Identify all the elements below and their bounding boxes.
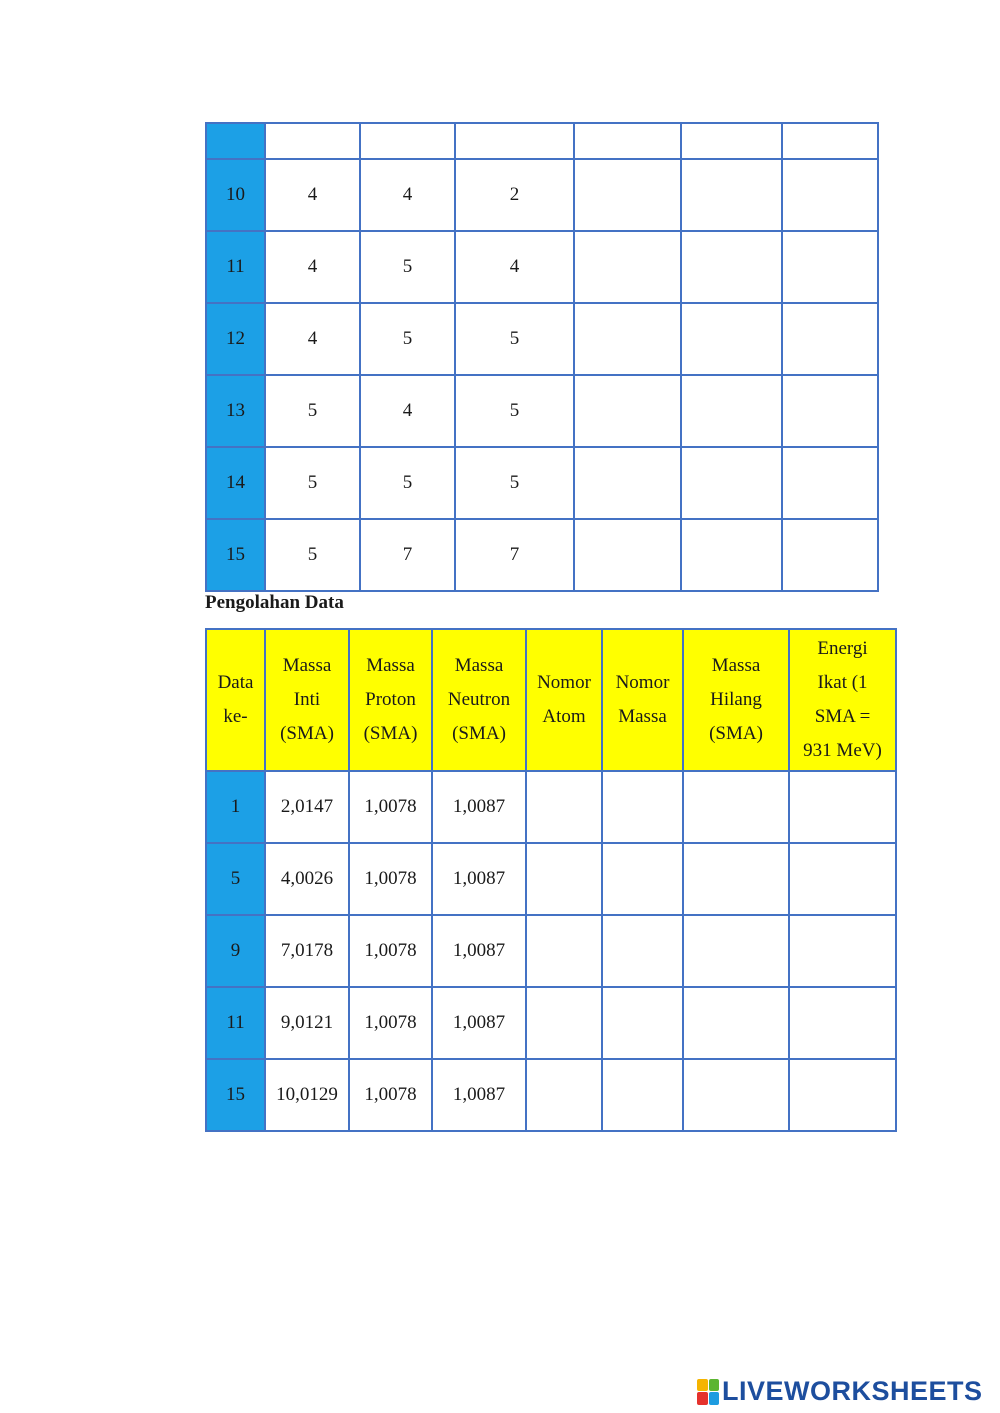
table-cell[interactable] [681, 447, 782, 519]
table-cell: 1,0078 [349, 915, 432, 987]
table-cell: 1,0087 [432, 915, 526, 987]
column-header [265, 629, 349, 771]
table-cell[interactable] [526, 771, 602, 843]
table-cell[interactable] [681, 519, 782, 591]
table-cell[interactable] [681, 303, 782, 375]
row-index-cell: 15 [206, 1059, 265, 1131]
table-row [206, 519, 878, 591]
table-cell[interactable] [681, 123, 782, 159]
header-row [206, 629, 896, 771]
table-cell: 5 [455, 375, 574, 447]
table-cell: 7 [455, 519, 574, 591]
table-cell[interactable] [602, 1059, 683, 1131]
header-line: Energi [817, 638, 868, 659]
header-line: Inti [293, 689, 321, 710]
table-cell: 1,0078 [349, 843, 432, 915]
column-header [683, 629, 789, 771]
table-row [206, 123, 878, 159]
data-table-top [205, 122, 879, 592]
table-cell[interactable] [683, 915, 789, 987]
table-cell: 4 [455, 231, 574, 303]
table-cell[interactable] [681, 159, 782, 231]
table-cell: 1,0078 [349, 987, 432, 1059]
table-cell: 9,0121 [265, 987, 349, 1059]
row-index-cell: 11 [206, 987, 265, 1059]
table-cell[interactable] [574, 159, 681, 231]
table-cell[interactable] [681, 231, 782, 303]
data-processing-table [205, 628, 897, 1132]
logo-text: LIVEWORKSHEETS [722, 1376, 983, 1406]
column-header [789, 629, 896, 771]
table-row [206, 1059, 896, 1131]
table-row [206, 159, 878, 231]
header-line: Massa [366, 655, 415, 676]
table-cell: 5 [455, 303, 574, 375]
header-line: (SMA) [280, 723, 334, 744]
table-row [206, 843, 896, 915]
table-cell[interactable] [574, 123, 681, 159]
table-cell[interactable] [574, 519, 681, 591]
header-line: Proton [365, 689, 416, 710]
table-row [206, 231, 878, 303]
header-line: (SMA) [709, 723, 763, 744]
section-heading: Pengolahan Data [205, 592, 344, 613]
header-line: Massa [282, 655, 332, 676]
table-cell[interactable] [602, 987, 683, 1059]
table-row [206, 987, 896, 1059]
row-index-cell: 9 [206, 915, 265, 987]
row-index-cell: 13 [206, 375, 265, 447]
table-cell: 5 [360, 303, 455, 375]
table-cell: 5 [265, 375, 360, 447]
table-cell: 4 [265, 159, 360, 231]
table-cell[interactable] [782, 123, 878, 159]
header-line: Hilang [710, 689, 762, 710]
header-line: Nomor [537, 672, 591, 693]
column-header [206, 629, 265, 771]
table-cell: 1,0078 [349, 771, 432, 843]
table-cell: 7 [360, 519, 455, 591]
table-cell[interactable] [782, 375, 878, 447]
table-row [206, 303, 878, 375]
table-cell[interactable] [782, 519, 878, 591]
table-cell[interactable] [683, 987, 789, 1059]
column-header [349, 629, 432, 771]
table-cell: 4 [360, 375, 455, 447]
table-cell[interactable] [526, 915, 602, 987]
table-cell [360, 123, 455, 159]
header-line: (SMA) [452, 723, 506, 744]
liveworksheets-logo-icon [697, 1379, 719, 1405]
table-cell[interactable] [789, 1059, 896, 1131]
header-line: (SMA) [363, 723, 418, 744]
row-index-cell: 12 [206, 303, 265, 375]
table-cell[interactable] [789, 987, 896, 1059]
table-cell: 2 [455, 159, 574, 231]
header-line: Nomor [615, 672, 670, 693]
table-cell: 1,0087 [432, 987, 526, 1059]
table-cell: 5 [265, 519, 360, 591]
table-cell [265, 123, 360, 159]
table-cell: 4 [265, 231, 360, 303]
row-index-cell: 5 [206, 843, 265, 915]
table-cell[interactable] [789, 771, 896, 843]
table-cell[interactable] [789, 915, 896, 987]
table-cell: 5 [360, 447, 455, 519]
table-cell[interactable] [782, 231, 878, 303]
table-cell: 4 [265, 303, 360, 375]
table-cell: 1,0078 [349, 1059, 432, 1131]
table-cell[interactable] [681, 375, 782, 447]
header-line: 931 MeV) [803, 740, 882, 761]
table-cell[interactable] [602, 843, 683, 915]
table-cell: 4,0026 [265, 843, 349, 915]
table-cell: 2,0147 [265, 771, 349, 843]
header-line: Massa [454, 655, 504, 676]
table-cell [455, 123, 574, 159]
table-cell[interactable] [782, 159, 878, 231]
table-cell[interactable] [683, 1059, 789, 1131]
header-line: Massa [711, 655, 761, 676]
liveworksheets-logo [697, 1376, 983, 1407]
header-line: Neutron [447, 689, 511, 710]
table-cell[interactable] [782, 447, 878, 519]
table-cell[interactable] [683, 843, 789, 915]
table-cell: 10,0129 [265, 1059, 349, 1131]
row-index-cell: 10 [206, 159, 265, 231]
table-cell: 1,0087 [432, 1059, 526, 1131]
table-cell: 4 [360, 159, 455, 231]
table-cell[interactable] [602, 771, 683, 843]
table-cell[interactable] [574, 231, 681, 303]
table-cell: 5 [455, 447, 574, 519]
table-cell[interactable] [574, 303, 681, 375]
table-cell[interactable] [683, 771, 789, 843]
row-index-cell: 15 [206, 519, 265, 591]
header-line: Massa [618, 706, 667, 727]
row-index-cell: 1 [206, 771, 265, 843]
table-cell: 1,0087 [432, 771, 526, 843]
table-cell[interactable] [574, 375, 681, 447]
header-line: Atom [542, 706, 586, 727]
table-cell: 1,0087 [432, 843, 526, 915]
table-cell[interactable] [526, 987, 602, 1059]
header-line: Data [217, 672, 254, 693]
table-cell[interactable] [602, 915, 683, 987]
column-header [602, 629, 683, 771]
table-cell[interactable] [526, 843, 602, 915]
table-row [206, 447, 878, 519]
table-cell[interactable] [526, 1059, 602, 1131]
header-line: Ikat (1 [817, 672, 868, 693]
row-index-cell [206, 123, 265, 159]
row-index-cell: 11 [206, 231, 265, 303]
table-row [206, 915, 896, 987]
header-line: SMA = [814, 706, 871, 727]
table-cell: 5 [360, 231, 455, 303]
table-cell[interactable] [782, 303, 878, 375]
table-cell: 5 [265, 447, 360, 519]
table-cell[interactable] [574, 447, 681, 519]
table-row [206, 375, 878, 447]
row-index-cell: 14 [206, 447, 265, 519]
column-header [432, 629, 526, 771]
table-cell: 7,0178 [265, 915, 349, 987]
table-cell[interactable] [789, 843, 896, 915]
column-header [526, 629, 602, 771]
table-row [206, 771, 896, 843]
header-line: ke- [223, 706, 248, 727]
